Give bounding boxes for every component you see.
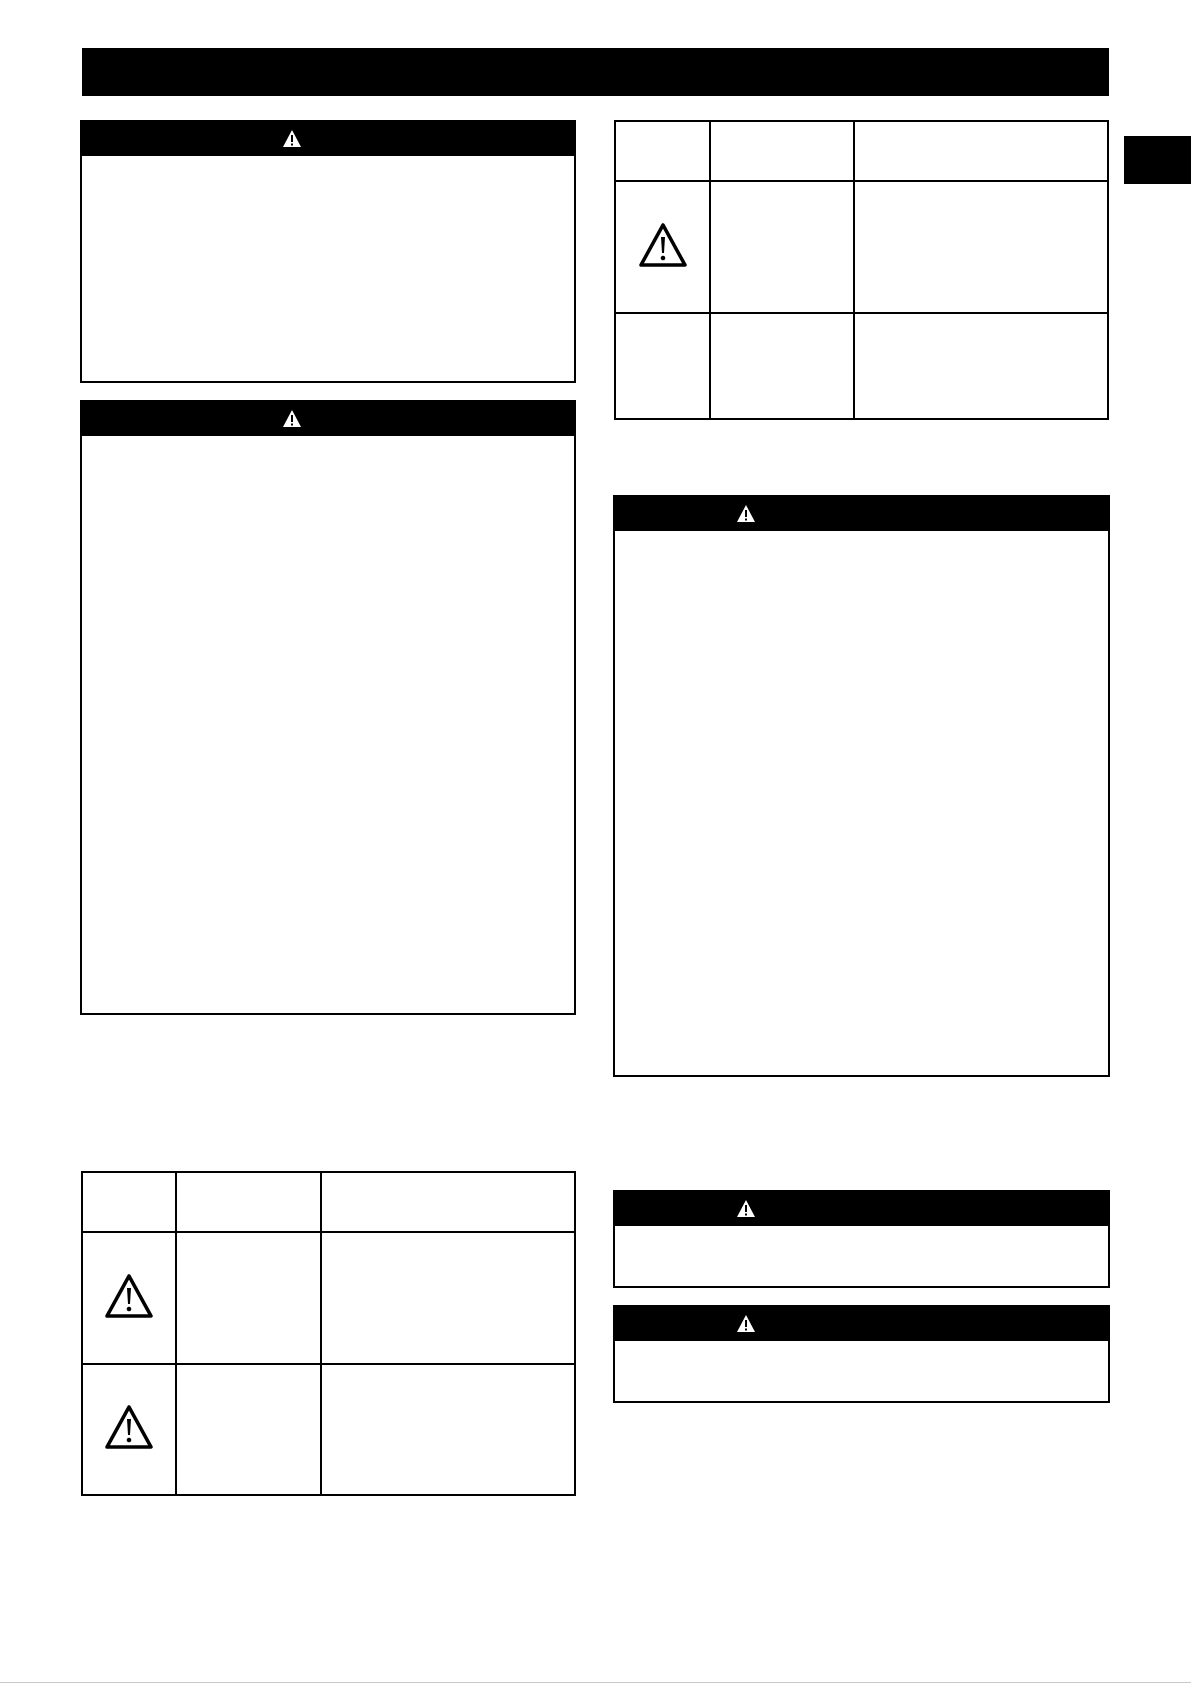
table-header-cell [710,121,854,181]
table-header-cell [854,121,1108,181]
table-cell-meaning [854,313,1108,419]
table-header-row [615,121,1108,181]
warning-box-3-body [615,531,1108,1075]
symbol-table-right [614,120,1109,420]
table-cell-symbol [615,181,710,313]
warning-triangle-icon [104,1273,154,1319]
warning-box-4-header [615,1192,1108,1226]
table-row [82,1364,575,1495]
warning-triangle-icon [282,129,302,148]
table-header-cell [82,1172,176,1232]
warning-box-3 [613,495,1110,1077]
table-cell-meaning [854,181,1108,313]
symbol-table-left [81,1171,576,1496]
warning-box-1-body [82,156,574,381]
table-cell-name [710,313,854,419]
table-cell-symbol [82,1232,176,1364]
table-cell-name [176,1364,321,1495]
warning-box-4-body [615,1226,1108,1286]
warning-box-1-header [82,122,574,156]
table-row [615,181,1108,313]
warning-box-2 [80,400,576,1015]
table-cell-meaning [321,1364,575,1495]
table-row [82,1232,575,1364]
table-cell-symbol [615,313,710,419]
table-header-cell [176,1172,321,1232]
table-row [615,313,1108,419]
table-cell-symbol [82,1364,176,1495]
warning-box-3-header [615,497,1108,531]
table-header-cell [321,1172,575,1232]
table-header-cell [615,121,710,181]
warning-box-2-body [82,436,574,1013]
page-bottom-rule [0,1682,1191,1683]
warning-triangle-icon [736,504,756,523]
warning-box-2-header [82,402,574,436]
warning-triangle-icon [104,1404,154,1450]
table-cell-name [176,1232,321,1364]
table-header-row [82,1172,575,1232]
table-cell-name [710,181,854,313]
warning-triangle-icon [282,409,302,428]
warning-box-5-header [615,1307,1108,1341]
table-cell-meaning [321,1232,575,1364]
warning-triangle-icon [736,1314,756,1333]
section-tab [1124,136,1191,184]
warning-triangle-icon [736,1199,756,1218]
page-title-bar [82,48,1109,96]
warning-box-1 [80,120,576,383]
warning-box-5 [613,1305,1110,1403]
warning-box-5-body [615,1341,1108,1401]
warning-triangle-icon [638,222,688,268]
warning-box-4 [613,1190,1110,1288]
